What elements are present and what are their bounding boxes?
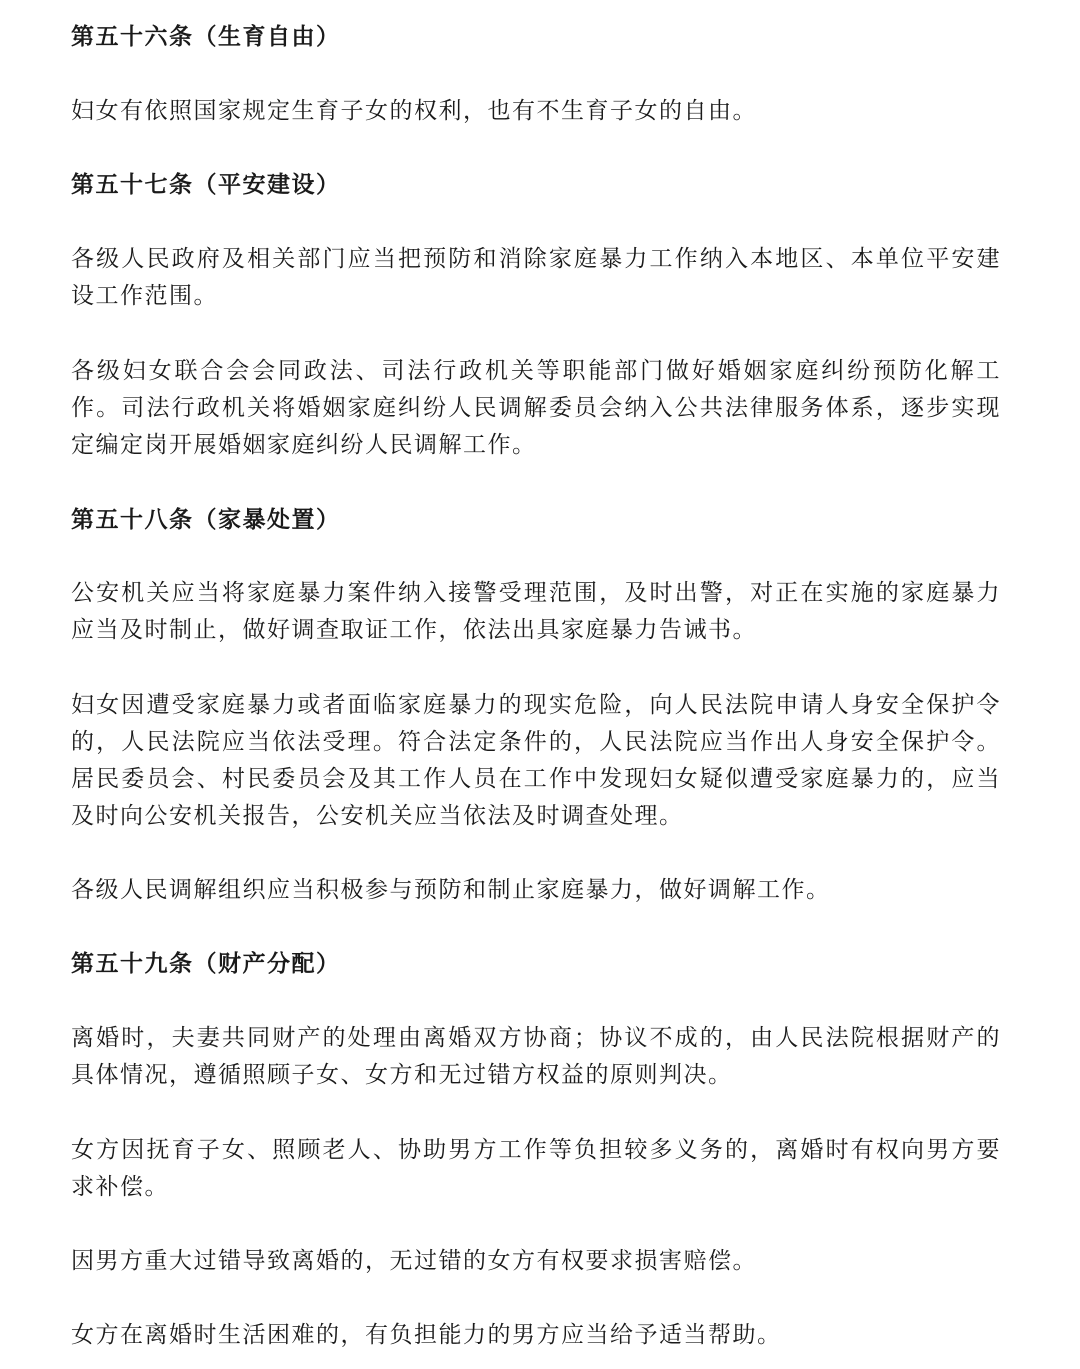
article-58-heading: 第五十八条（家暴处置） [71, 507, 341, 533]
article-57-heading: 第五十七条（平安建设） [71, 172, 341, 198]
article-59-paragraph-2: 女方因抚育子女、照顾老人、协助男方工作等负担较多义务的，离婚时有权向男方要求补偿。 [71, 1137, 1001, 1200]
article-59-heading: 第五十九条（财产分配） [71, 951, 341, 977]
article-58-paragraph-1: 公安机关应当将家庭暴力案件纳入接警受理范围，及时出警，对正在实施的家庭暴力应当及时制止，做好调查取证工作，依法出具家庭暴力告诫书。 [71, 580, 1001, 643]
article-59-paragraph-3: 因男方重大过错导致离婚的，无过错的女方有权要求损害赔偿。 [71, 1248, 757, 1274]
article-56-paragraph-1: 妇女有依照国家规定生育子女的权利，也有不生育子女的自由。 [71, 98, 757, 124]
article-57-paragraph-2: 各级妇女联合会会同政法、司法行政机关等职能部门做好婚姻家庭纠纷预防化解工作。司法行政机关将婚姻家庭纠纷人民调解委员会纳入公共法律服务体系，逐步实现定编定岗开展婚姻家庭纠纷人民调解工作。 [71, 358, 1001, 458]
article-59-paragraph-4: 女方在离婚时生活困难的，有负担能力的男方应当给予适当帮助。 [71, 1322, 782, 1348]
article-58-paragraph-3: 各级人民调解组织应当积极参与预防和制止家庭暴力，做好调解工作。 [71, 877, 831, 903]
article-58-paragraph-2: 妇女因遭受家庭暴力或者面临家庭暴力的现实危险，向人民法院申请人身安全保护令的，人民法院应当依法受理。符合法定条件的，人民法院应当作出人身安全保护令。居民委员会、村民委员会及其工作人员在工作中发现妇女疑似遭受家庭暴力的，应当及时向公安机关报告，公安机关应当依法及时调查处理。 [71, 692, 1001, 829]
article-57-paragraph-1: 各级人民政府及相关部门应当把预防和消除家庭暴力工作纳入本地区、本单位平安建设工作范围。 [71, 246, 1001, 309]
article-56-heading: 第五十六条（生育自由） [71, 24, 341, 50]
article-59-paragraph-1: 离婚时，夫妻共同财产的处理由离婚双方协商；协议不成的，由人民法院根据财产的具体情况，遵循照顾子女、女方和无过错方权益的原则判决。 [71, 1025, 1001, 1088]
